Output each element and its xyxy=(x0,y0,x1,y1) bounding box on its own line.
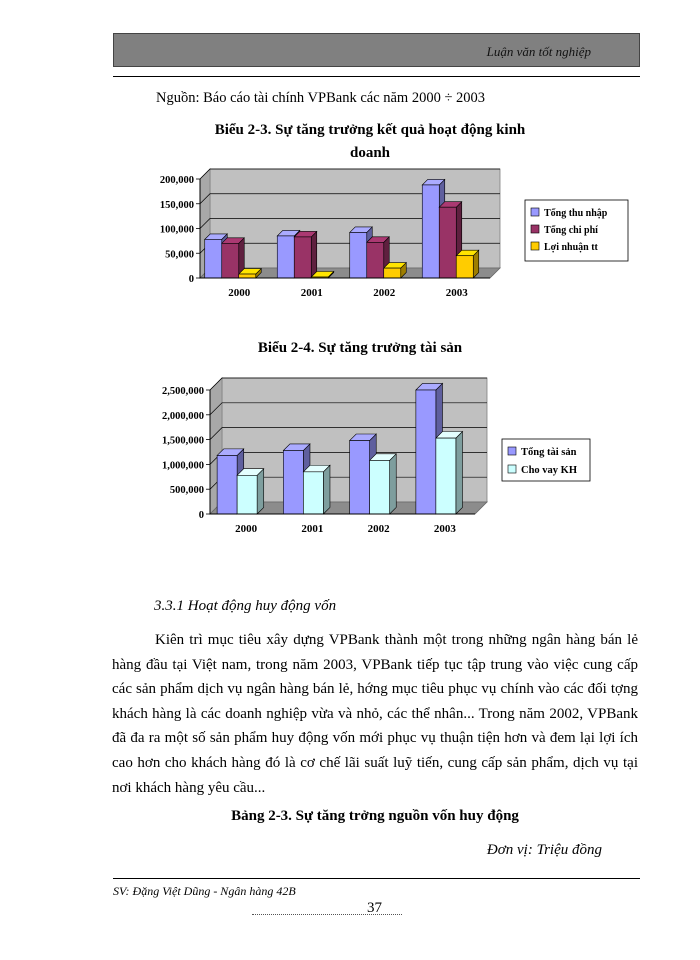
bar-front xyxy=(367,242,384,278)
legend xyxy=(502,439,590,481)
chart1-title-line1: Biểu 2-3. Sự tăng trưởng kết quả hoạt động kinh xyxy=(214,122,526,138)
y-tick-label: 150,000 xyxy=(159,199,194,211)
y-tick-label: 0 xyxy=(188,274,194,285)
bar-front xyxy=(384,268,401,278)
y-tick-label: 2,500,000 xyxy=(162,386,204,397)
legend-swatch xyxy=(508,465,516,473)
bar-front xyxy=(350,232,367,278)
bar-cho-vay-kh-2000 xyxy=(237,469,264,514)
header-band xyxy=(113,33,640,67)
legend-swatch xyxy=(508,447,516,455)
section-heading: 3.3.1 Hoạt động huy động vốn xyxy=(154,598,337,614)
chart2-title: Biểu 2-4. Sự tăng trưởng tài sản xyxy=(257,340,463,356)
bar-front xyxy=(416,390,436,514)
table-title: Bảng 2-3. Sự tăng trởng nguồn vốn huy động xyxy=(231,808,519,824)
legend-swatch xyxy=(531,225,539,233)
chart-tang-truong-tai-san xyxy=(140,372,650,542)
bar-front xyxy=(239,274,256,278)
x-tick-label: 2000 xyxy=(228,287,251,299)
bar-lợi-nhuận-tt-2003 xyxy=(456,250,479,278)
y-tick-label: 1,000,000 xyxy=(162,460,204,472)
source-note: Nguồn: Báo cáo tài chính VPBank các năm 2000 ÷ 2003 xyxy=(156,90,486,106)
body-paragraph: Kiên trì mục tiêu xây dựng VPBank thành một trong những ngân hàng bán lẻ hàng đầu tại Việt nam, trong năm 2003, VPBank tiếp tục tập trung vào việc cung cấp các sản phẩm dịch vụ ngân hàng bán lẻ, hớng mục tiêu phục vụ chính vào các đối tợng khách hàng là các doanh nghiệp vừa và nhỏ, các thể nhân... Trong năm 2002, VPBank đã đa ra một số sản phẩm huy động vốn mới phục vụ thuận tiện hơn và đem lại lợi ích cao hơn cho khách hàng đó là cơ chế lãi suất luỹ tiến, cung cấp sản phẩm, dịch vụ tại nơi khách hàng yêu cầu... xyxy=(112,632,638,796)
bar-front xyxy=(436,438,456,514)
bar-tổng-chi-phí-2001 xyxy=(294,231,317,278)
bar-side xyxy=(456,432,463,514)
bar-front xyxy=(237,475,257,514)
x-tick-label: 2003 xyxy=(445,287,468,299)
bar-front xyxy=(294,237,311,278)
y-tick-label: 200,000 xyxy=(159,175,194,186)
legend-swatch xyxy=(531,242,539,250)
bar-cho-vay-kh-2003 xyxy=(436,432,463,514)
bar-side xyxy=(390,454,397,514)
bar-cho-vay-kh-2002 xyxy=(370,454,397,514)
chart1-title-line2: doanh xyxy=(349,145,391,161)
y-tick-label: 1,500,000 xyxy=(162,435,204,447)
y-tick-label: 50,000 xyxy=(165,249,194,261)
bar-side xyxy=(257,469,264,514)
bar-front xyxy=(303,472,323,514)
x-tick-label: 2002 xyxy=(367,523,390,535)
bar-lợi-nhuận-tt-2002 xyxy=(384,263,407,278)
x-tick-label: 2001 xyxy=(300,287,323,299)
bar-front xyxy=(277,236,294,278)
bar-front xyxy=(422,185,439,278)
y-tick-label: 2,000,000 xyxy=(162,410,204,422)
x-tick-label: 2003 xyxy=(433,523,456,535)
y-tick-label: 0 xyxy=(198,510,204,521)
bar-front xyxy=(439,207,456,278)
bar-front xyxy=(222,243,239,278)
bar-front xyxy=(350,441,370,514)
bar-front xyxy=(456,256,473,278)
bar-front xyxy=(370,460,390,514)
legend xyxy=(525,200,628,261)
bar-side xyxy=(323,465,330,514)
legend-swatch xyxy=(531,208,539,216)
bar-front xyxy=(217,455,237,514)
legend-label: Cho vay KH xyxy=(521,465,578,476)
chart-ket-qua-kinh-doanh xyxy=(140,160,650,310)
x-tick-label: 2002 xyxy=(373,287,396,299)
y-tick-label: 100,000 xyxy=(159,224,194,236)
unit-note: Đơn vị: Triệu đồng xyxy=(486,842,602,858)
legend-label: Tổng thu nhập xyxy=(544,208,608,219)
x-tick-label: 2001 xyxy=(301,523,324,535)
legend-label: Lợi nhuận tt xyxy=(544,242,598,253)
bar-side xyxy=(311,231,317,278)
footer-rule xyxy=(113,878,640,879)
x-tick-label: 2000 xyxy=(235,523,258,535)
bar-cho-vay-kh-2001 xyxy=(303,465,330,514)
header-title: Luận văn tốt nghiệp xyxy=(486,44,591,59)
bar-front xyxy=(283,451,303,514)
legend-label: Tổng tài sản xyxy=(521,447,577,458)
bar-front xyxy=(205,239,222,278)
footer-author: SV: Đặng Việt Dũng - Ngân hàng 42B xyxy=(113,884,296,898)
header-rule xyxy=(113,76,640,77)
y-tick-label: 500,000 xyxy=(169,485,204,497)
legend-label: Tổng chi phí xyxy=(544,225,598,236)
page-number: 37 xyxy=(367,900,382,916)
